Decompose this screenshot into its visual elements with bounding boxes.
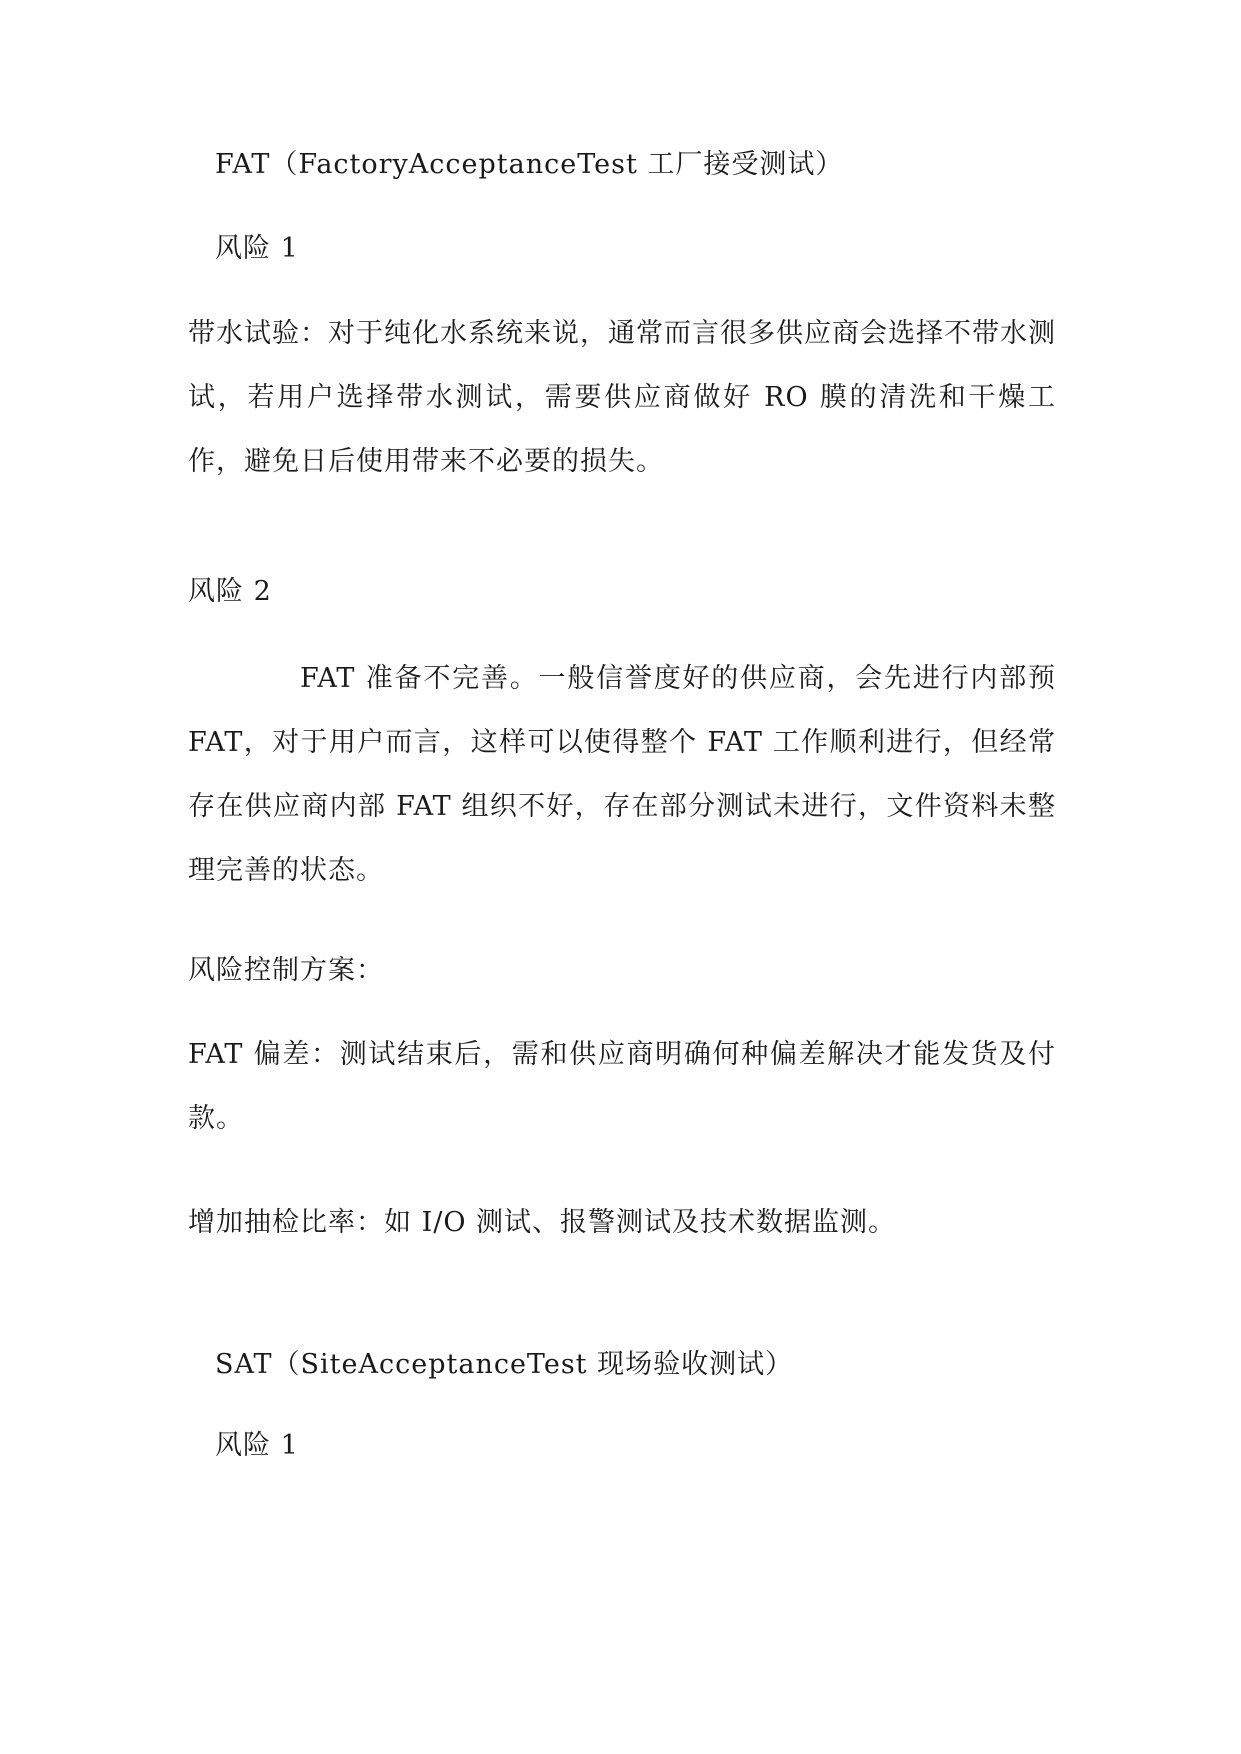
- sat-heading: SAT（SiteAcceptanceTest 现场验收测试）: [215, 1349, 794, 1380]
- fat-heading: FAT（FactoryAcceptanceTest 工厂接受测试）: [215, 149, 844, 180]
- fat-risk-2-paragraph: FAT 准备不完善。一般信誉度好的供应商，会先进行内部预 FAT，对于用户而言，这样可以使得整个 FAT 工作顺利进行，但经常存在供应商内部 FAT 组织不好，存在部分测试未进行，文件资料未整理完善的状态。: [188, 663, 1056, 886]
- fat-risk-1-paragraph: 带水试验：对于纯化水系统来说，通常而言很多供应商会选择不带水测试，若用户选择带水测试，需要供应商做好 RO 膜的清洗和干燥工作，避免日后使用带来不必要的损失。: [188, 318, 1056, 477]
- fat-deviation-paragraph: FAT 偏差：测试结束后，需和供应商明确何种偏差解决才能发货及付款。: [188, 1039, 1056, 1134]
- fat-risk-1-label: 风险 1: [215, 233, 299, 264]
- sampling-paragraph: 增加抽检比率：如 I/O 测试、报警测试及技术数据监测。: [188, 1207, 897, 1238]
- control-plan-label: 风险控制方案：: [188, 955, 384, 986]
- fat-risk-2-label: 风险 2: [188, 576, 272, 607]
- sat-risk-1-label: 风险 1: [215, 1430, 299, 1461]
